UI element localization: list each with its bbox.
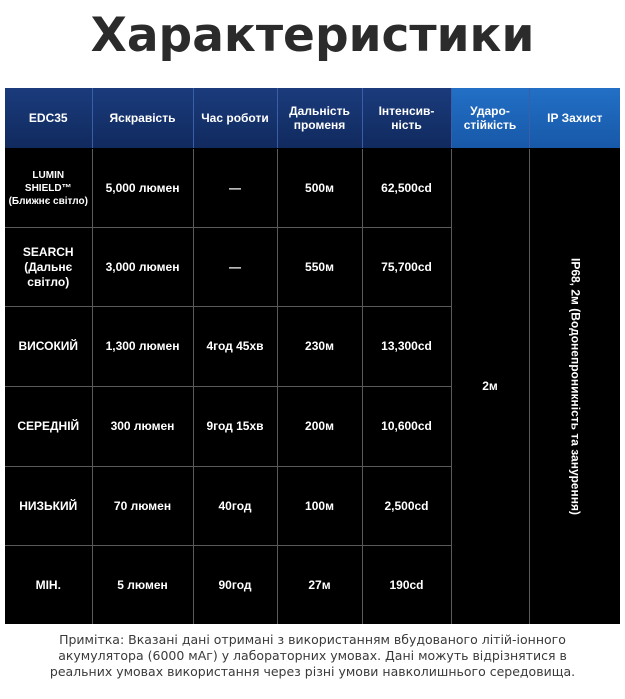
header-impact-resistance: Ударо-стійкість	[451, 88, 529, 149]
brightness-cell: 70 люмен	[92, 467, 193, 546]
spec-table	[5, 88, 620, 624]
intensity-cell: 13,300cd	[362, 307, 451, 387]
header-brightness: Яскравість	[92, 88, 193, 149]
brightness-cell: 5 люмен	[92, 546, 193, 625]
mode-cell: SEARCH (Дальнє світло)	[5, 228, 92, 307]
impact-resistance-cell: 2м	[451, 149, 529, 625]
distance-cell: 500м	[277, 149, 362, 228]
brightness-cell: 300 люмен	[92, 387, 193, 467]
table-row	[5, 149, 620, 228]
runtime-cell: 9год 15хв	[193, 387, 277, 467]
mode-cell: ВИСОКИЙ	[5, 307, 92, 387]
distance-cell: 230м	[277, 307, 362, 387]
header-row	[5, 88, 620, 149]
distance-cell: 100м	[277, 467, 362, 546]
header-beam-distance: Дальність променя	[277, 88, 362, 149]
intensity-cell: 190cd	[362, 546, 451, 625]
brightness-cell: 3,000 люмен	[92, 228, 193, 307]
runtime-cell: —	[193, 149, 277, 228]
distance-cell: 550м	[277, 228, 362, 307]
intensity-cell: 2,500cd	[362, 467, 451, 546]
runtime-cell: 90год	[193, 546, 277, 625]
intensity-cell: 10,600cd	[362, 387, 451, 467]
mode-cell: МІН.	[5, 546, 92, 625]
mode-cell: СЕРЕДНІЙ	[5, 387, 92, 467]
distance-cell: 200м	[277, 387, 362, 467]
header-ip-protection: IP Захист	[529, 88, 620, 149]
runtime-cell: —	[193, 228, 277, 307]
runtime-cell: 40год	[193, 467, 277, 546]
mode-cell: НИЗЬКИЙ	[5, 467, 92, 546]
ip-protection-cell	[529, 149, 620, 625]
page-title: Характеристики	[90, 8, 535, 63]
brightness-cell: 1,300 люмен	[92, 307, 193, 387]
brightness-cell: 5,000 люмен	[92, 149, 193, 228]
header-runtime: Час роботи	[193, 88, 277, 149]
intensity-cell: 75,700cd	[362, 228, 451, 307]
ip-protection-text: IP68, 2м (Водонепроникність та занурення)	[568, 258, 583, 515]
footnote: Примітка: Вказані дані отримані з використанням вбудованого літій-іонного акумулятора (6000 мАг) у лабораторних умовах. Дані можуть відрізнятися в реальних умовах використання через різні умови навколишнього середовища.	[49, 632, 576, 679]
mode-cell: LUMIN SHIELD™ (Ближнє світло)	[5, 149, 92, 228]
intensity-cell: 62,500cd	[362, 149, 451, 228]
distance-cell: 27м	[277, 546, 362, 625]
header-intensity: Інтенсив-ність	[362, 88, 451, 149]
runtime-cell: 4год 45хв	[193, 307, 277, 387]
header-model: EDC35	[5, 88, 92, 149]
